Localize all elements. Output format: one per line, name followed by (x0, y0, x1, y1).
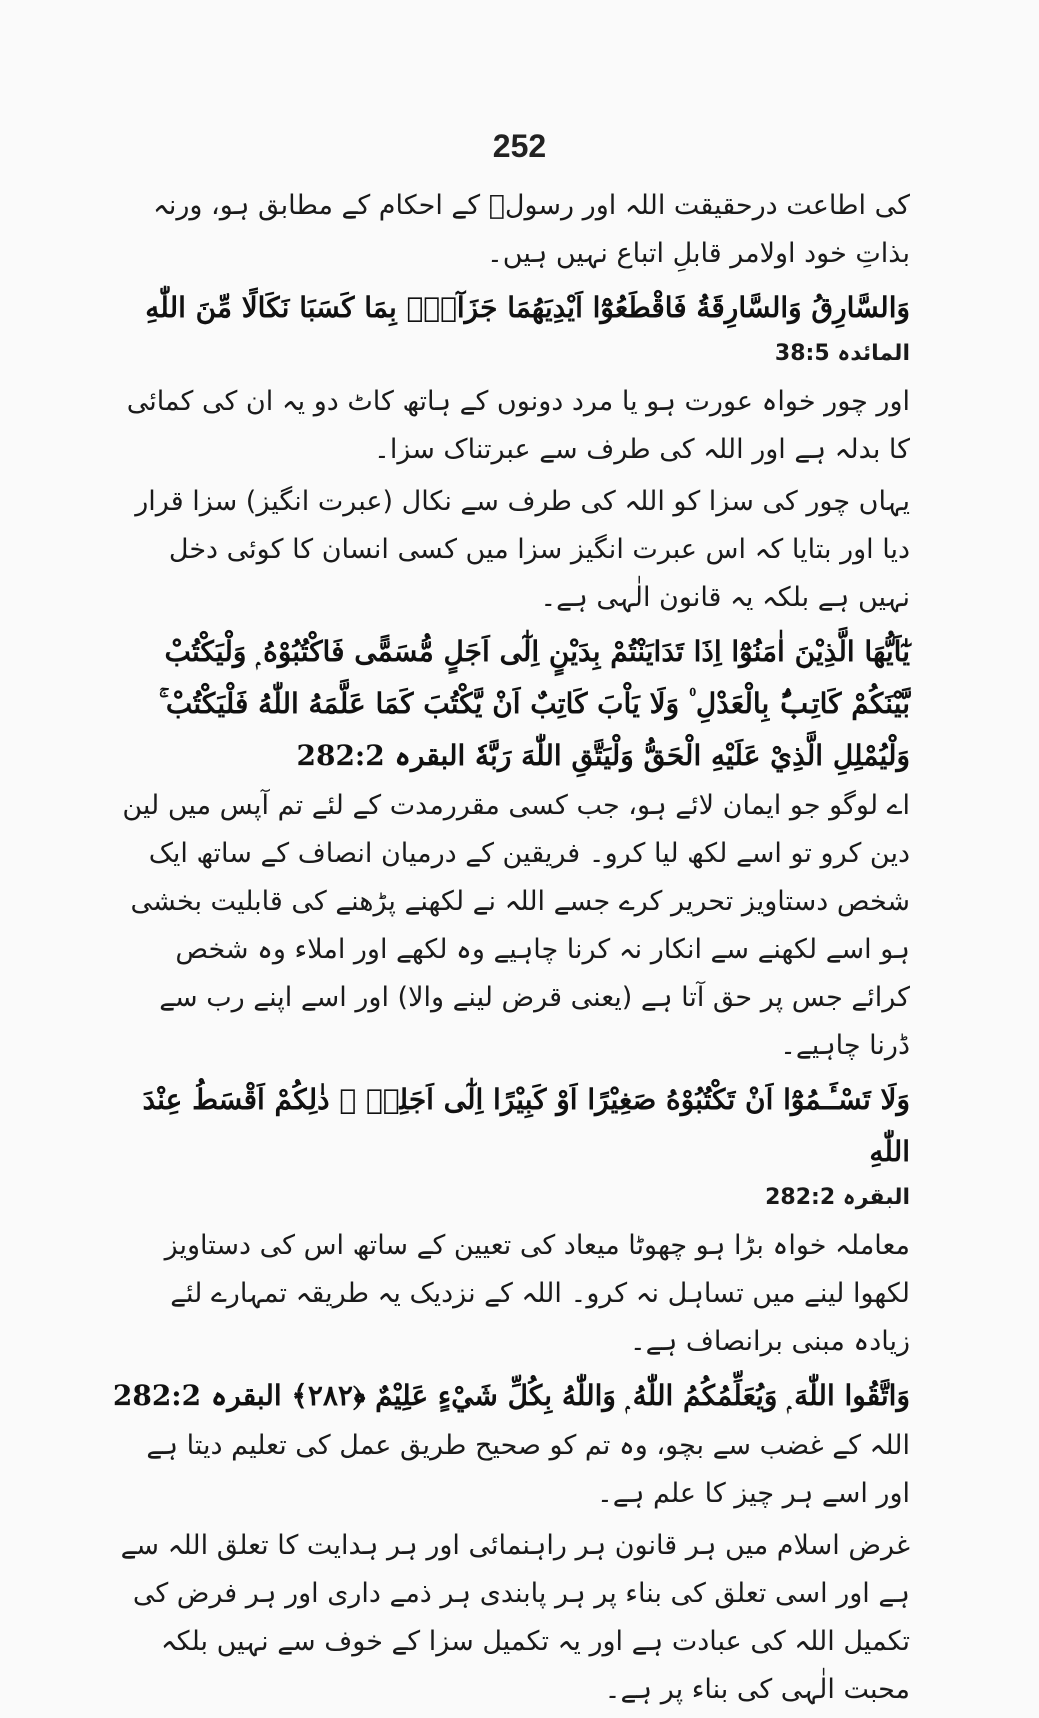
quran-verse: وَلَا تَسْـَٔـمُوْٓا اَنْ تَكْتُبُوْهُ صَغِيْرًا اَوْ كَبِيْرًا اِلٰٓى اَجَلِهٖ ۭ ذٰلِكُمْ اَقْسَطُ عِنْدَ اللّٰهِ (142, 1083, 910, 1168)
paragraph: معاملہ خواہ بڑا ہو چھوٹا میعاد کی تعیین کے ساتھ اس کی دستاویز لکھوا لینے میں تساہل نہ کرو۔ اللہ کے نزدیک یہ طریقہ تمہارے لئے زیادہ مبنی برانصاف ہے۔ (164, 1230, 910, 1357)
quran-verse: وَاتَّقُوا اللّٰهَ ۭ وَيُعَلِّمُكُمُ اللّٰهُ ۭ وَاللّٰهُ بِكُلِّ شَيْءٍ عَلِيْمٌ ﴿٢٨٢﴾ البقرہ 282:2 (112, 1379, 910, 1412)
paragraph: کی اطاعت درحقیقت اللہ اور رسولؐ کے احکام کے مطابق ہو، ورنہ بذاتِ خود اولامر قابلِ اتباع نہیں ہیں۔ (153, 190, 910, 269)
paragraph: اللہ کے غضب سے بچو، وہ تم کو صحیح طریق عمل کی تعلیم دیتا ہے اور اسے ہر چیز کا علم ہے۔ (146, 1430, 910, 1509)
quran-verse: يٰٓاَيُّهَا الَّذِيْنَ اٰمَنُوْٓا اِذَا تَدَايَنْتُمْ بِدَيْنٍ اِلٰٓى اَجَلٍ مُّسَمًّى فَاكْتُبُوْهُ ۭ وَلْيَكْتُبْ بَّيْنَكُمْ كَاتِبٌۢ بِالْعَدْلِ ۠ وَلَا يَاْبَ كَاتِبٌ اَنْ يَّكْتُبَ كَمَا عَلَّمَهُ اللّٰهُ فَلْيَكْتُبْ ۚ وَلْيُمْلِلِ الَّذِيْ عَلَيْهِ الْحَقُّ وَلْيَتَّقِ اللّٰهَ رَبَّهٗ البقرہ 282:2 (158, 635, 910, 772)
quran-verse: وَالسَّارِقُ وَالسَّارِقَةُ فَاقْطَعُوْٓا اَيْدِيَهُمَا جَزَآءًۢ بِمَا كَسَبَا نَكَالًا مِّنَ اللّٰهِ (145, 291, 910, 324)
paragraph: یہاں چور کی سزا کو اللہ کی طرف سے نکال (عبرت انگیز) سزا قرار دیا اور بتایا کہ اس عبرت انگیز سزا میں کسی انسان کا کوئی دخل نہیں ہے بلکہ یہ قانون الٰہی ہے۔ (135, 486, 910, 613)
verse-reference: المائدہ 38:5 (774, 341, 910, 366)
page-body (110, 182, 910, 1718)
verse-reference: البقرہ 282:2 (765, 1185, 910, 1210)
paragraph: اے لوگو جو ایمان لائے ہو، جب کسی مقررمدت کے لئے تم آپس میں لین دین کرو تو اسے لکھ لیا کرو۔ فریقین کے درمیان انصاف کے ساتھ ایک شخص دستاویز تحریر کرے جسے اللہ نے لکھنے پڑھنے کی قابلیت بخشی ہو اسے لکھنے سے انکار نہ کرنا چاہیے وہ لکھے اور املاء وہ شخص کرائے جس پر حق آتا ہے (یعنی قرض لینے والا) اور اسے اپنے رب سے ڈرنا چاہیے۔ (122, 790, 910, 1061)
page-number: 252 (492, 128, 547, 164)
paragraph: اور چور خواہ عورت ہو یا مرد دونوں کے ہاتھ کاٹ دو یہ ان کی کمائی کا بدلہ ہے اور اللہ کی طرف سے عبرتناک سزا۔ (126, 386, 910, 465)
paragraph: غرض اسلام میں ہر قانون ہر راہنمائی اور ہر ہدایت کا تعلق اللہ سے ہے اور اسی تعلق کی بناء پر ہر پابندی ہر ذمے داری اور ہر فرض کی تکمیل اللہ کی عبادت ہے اور یہ تکمیل سزا کے خوف سے نہیں بلکہ محبت الٰہی کی بناء پر ہے۔ (120, 1530, 910, 1705)
